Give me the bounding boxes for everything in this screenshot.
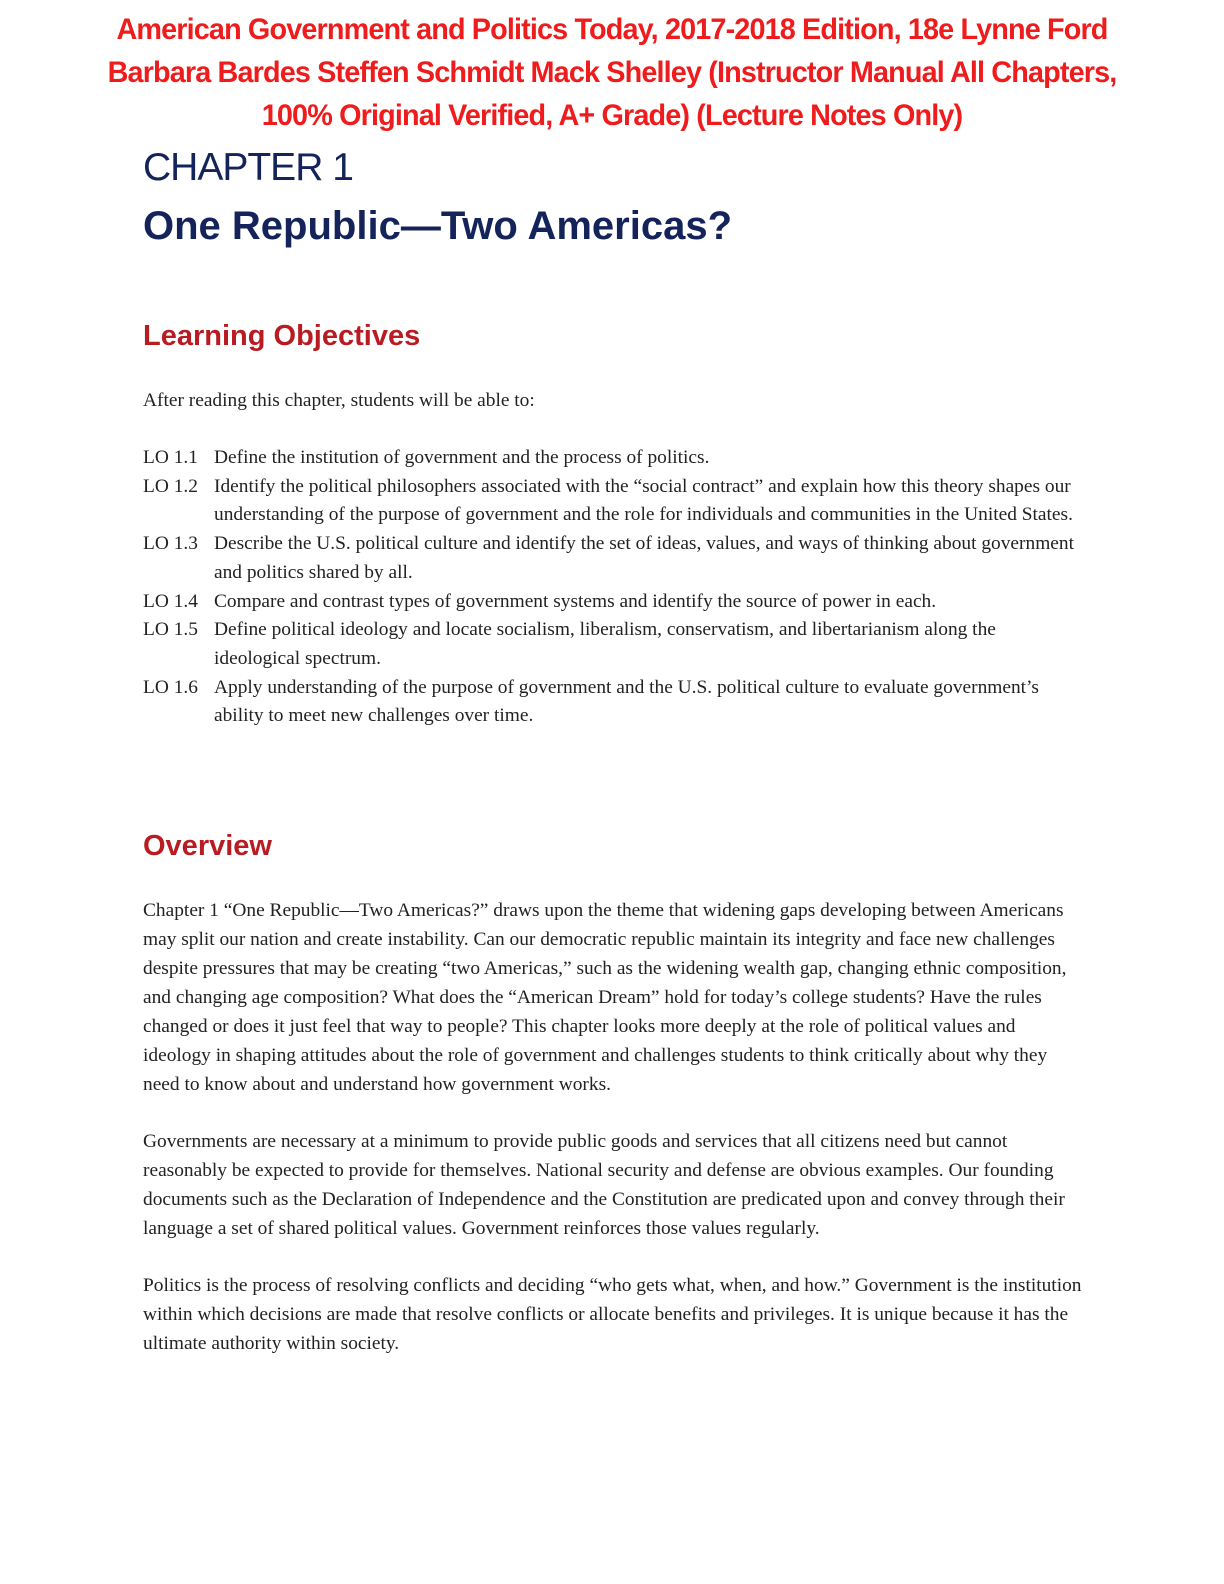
objective-code: LO 1.5 [143,619,198,641]
banner-line-1: American Government and Politics Today, 2017-2018 Edition, 18e Lynne Ford [116,13,1108,46]
objective-text: Identify the political philosophers associated with the “social contract” and explain how this theory shapes our understanding of the purpose of government and the role for individuals and communities in the United States. [214,475,1073,526]
objective-text: Compare and contrast types of government systems and identify the source of power in each. [214,590,937,612]
banner-line-3: 100% Original Verified, A+ Grade) (Lecture Notes Only) [261,99,963,132]
objectives-intro: After reading this chapter, students will be able to: [143,390,535,411]
chapter-title: One Republic—Two Americas? [143,204,733,248]
objective-item [143,473,1083,530]
objective-item [143,588,1083,617]
banner-line-2: Barbara Bardes Steffen Schmidt Mack Shelley (Instructor Manual All Chapters, [107,56,1117,89]
objective-code: LO 1.4 [143,590,198,612]
objective-text: Apply understanding of the purpose of government and the U.S. political culture to evaluate government’s ability to meet new challenges over time. [214,676,1039,727]
objective-code: LO 1.6 [143,676,198,698]
objective-text: Define the institution of government and the process of politics. [214,447,710,468]
overview-paragraph: Governments are necessary at a minimum to provide public goods and services that all citizens need but cannot reasonably be expected to provide for themselves. National security and defense are obvious examples. Our founding documents such as the Declaration of Independence and the Constitution are predicated upon and convey through their language a set of shared political values. Government reinforces those values regularly. [143,1131,1065,1239]
objective-code: LO 1.3 [143,533,198,555]
objective-item [143,530,1083,587]
document-banner [82,8,1142,137]
objective-code: LO 1.1 [143,447,198,468]
objective-code: LO 1.2 [143,475,198,497]
overview-paragraph: Chapter 1 “One Republic—Two Americas?” draws upon the theme that widening gaps developing between Americans may split our nation and create instability. Can our democratic republic maintain its integrity and face new challenges despite pressures that may be creating “two Americas,” such as the widening wealth gap, changing ethnic composition, and changing age composition? What does the “American Dream” hold for today’s college students? Have the rules changed or does it just feel that way to people? This chapter looks more deeply at the role of political values and ideology in shaping attitudes about the role of government and challenges students to think critically about why they need to know about and understand how government works. [143,900,1067,1095]
objective-item [143,616,1083,673]
overview-heading: Overview [143,830,272,862]
objectives-list [143,444,1083,731]
objective-item [143,444,1083,473]
objective-item [143,674,1083,731]
learning-objectives-heading: Learning Objectives [143,320,421,352]
objective-text: Describe the U.S. political culture and identify the set of ideas, values, and ways of thinking about government and politics shared by all. [214,533,1074,583]
overview-paragraph: Politics is the process of resolving conflicts and deciding “who gets what, when, and how.” Government is the institution within which decisions are made that resolve conflicts or allocate benefits and privileges. It is unique because it has the ultimate authority within society. [143,1275,1082,1354]
overview-body [143,896,1083,1386]
chapter-label: CHAPTER 1 [143,146,353,189]
objective-text: Define political ideology and locate socialism, liberalism, conservatism, and libertarianism along the ideological spectrum. [214,619,996,669]
